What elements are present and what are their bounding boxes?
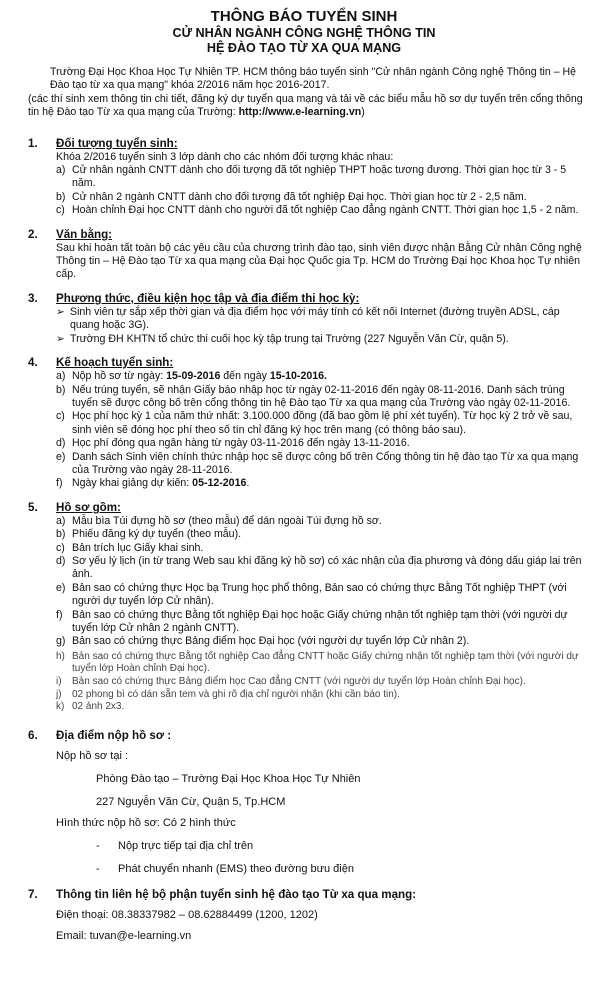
- section-title: Văn bằng:: [56, 227, 113, 241]
- list-item: h) Bản sao có chứng thực Bằng tốt nghiệp Cao đẳng CNTT hoặc Giấy chứng nhận tốt nghiệp tạm thời (với người dự tuyển lớp Hoàn chỉnh Đại học).: [56, 650, 579, 675]
- section-documents: [22, 500, 586, 714]
- section-number: 5.: [28, 500, 38, 514]
- section-number: 7.: [28, 887, 38, 901]
- section-title: Thông tin liên hệ bộ phận tuyển sinh hệ đào tạo Từ xa qua mạng:: [56, 887, 417, 901]
- section-title: Phương thức, điều kiện học tập và địa điểm thi học kỳ:: [56, 291, 360, 305]
- list-item: ➢ Trường ĐH KHTN tổ chức thi cuối học kỳ tập trung tại Trường (227 Nguyễn Văn Cừ, quận 5).: [56, 332, 509, 345]
- list-item: - Nộp trực tiếp tại địa chỉ trên: [96, 839, 254, 852]
- list-item: e) Danh sách Sinh viên chính thức nhập học sẽ được công bố trên Cổng thông tin hệ đào tạo Từ xa qua mạng của Trường vào ngày 28-11-2016.: [56, 450, 579, 476]
- list-item: ➢ Sinh viên tự sắp xếp thời gian và địa điểm học với máy tính có kết nối Internet (đường truyền ADSL, cáp quang hoặc 3G).: [56, 305, 560, 332]
- list-item: e) Bản sao có chứng thực Học bạ Trung học phổ thông, Bản sao có chứng thực Bằng Tốt nghiệp THPT (với người dự tuyển lớp Cử nhân).: [56, 581, 567, 608]
- list-item: a) Mẫu bìa Túi đựng hồ sơ (theo mẫu) để dán ngoài Túi đựng hồ sơ.: [56, 514, 382, 527]
- list-item: j) 02 phong bì có dán sẵn tem và ghi rõ địa chỉ người nhận (khi cần báo tin).: [56, 688, 400, 700]
- section-title: Địa điểm nộp hồ sơ :: [56, 728, 172, 742]
- list-item: k) 02 ảnh 2x3.: [56, 701, 125, 713]
- intro: [28, 66, 586, 120]
- section-number: 3.: [28, 291, 38, 305]
- section-lead: Khóa 2/2016 tuyển sinh 3 lớp dành cho các nhóm đối tượng khác nhau:: [56, 150, 394, 163]
- intro-note-text: (các thí sinh xem thông tin chi tiết, đăng ký dự tuyển qua mạng và tải về các biểu mẫu hồ sơ dự tuyển trên cổng thông tin hệ Đào tạo Từ xa qua mạng của Trường:: [28, 92, 583, 119]
- section-title: Hồ sơ gồm:: [56, 500, 121, 514]
- list-item: d) Sơ yếu lý lịch (in từ trang Web sau khi đăng ký hồ sơ) có xác nhận của địa phương và đóng dấu giáp lai trên ảnh.: [56, 554, 582, 581]
- section-title: Kế hoạch tuyển sinh:: [56, 356, 174, 370]
- page-subtitle-2: HỆ ĐÀO TẠO TỪ XA QUA MẠNG: [206, 41, 402, 55]
- section-text: Sau khi hoàn tất toàn bộ các yêu cầu của chương trình đào tạo, sinh viên được nhận Bằng Cử nhân Công nghệ Thông tin – Hệ Đào tạo Từ xa qua mạng của Đại học Quốc gia Tp. HCM do Trường Đại học Khoa học Tự nhiên cấp.: [56, 241, 582, 281]
- list-item: c) Bản trích lục Giấy khai sinh.: [56, 541, 204, 554]
- arrow-bullet-icon: ➢: [56, 305, 65, 318]
- section-admission-plan: [22, 355, 586, 491]
- list-item: a) Nộp hồ sơ từ ngày: 15-09-2016 đến ngày 15-10-2016.: [56, 370, 327, 383]
- section-title: Đối tượng tuyển sinh:: [56, 136, 178, 150]
- arrow-bullet-icon: ➢: [56, 332, 65, 345]
- list-item: g) Bản sao có chứng thực Bảng điểm học Đại học (với người dự tuyển lớp Cử nhân 2).: [56, 635, 470, 648]
- contact-phone: Điện thoại: 08.38337982 – 08.62884499 (1200, 1202): [56, 908, 318, 921]
- list-item: a) Cử nhân ngành CNTT dành cho đối tượng đã tốt nghiệp THPT hoặc tương đương. Thời gian học từ 3 - 5 năm.: [56, 164, 567, 190]
- list-item: b) Nếu trúng tuyển, sẽ nhận Giấy báo nhập học từ ngày 02-11-2016 đến ngày 08-11-2016. Danh sách trúng tuyển sẽ được công bố trên cổng thông tin hệ Đào tạo Từ xa qua mạng của Trường vào ngày 02-11-2016.: [56, 383, 571, 409]
- website-link[interactable]: http://www.e-learning.vn: [238, 106, 362, 119]
- address-line-2: 227 Nguyễn Văn Cừ, Quận 5, Tp.HCM: [96, 795, 286, 808]
- list-item: f) Bản sao có chứng thực Bằng tốt nghiệp Đại học hoặc Giấy chứng nhận tốt nghiệp tạm thời (với người dự tuyển lớp Cử nhân 2 ngành CNTT).: [56, 608, 568, 634]
- method-label: Hình thức nộp hồ sơ: Có 2 hình thức: [56, 816, 236, 829]
- section-submission-place: [22, 728, 586, 877]
- list-item: c) Hoàn chỉnh Đại học CNTT dành cho người đã tốt nghiệp Cao đẳng ngành CNTT. Thời gian học 1,5 - 2 năm.: [56, 204, 579, 217]
- section-degree: [22, 227, 586, 282]
- list-item: i) Bản sao có chứng thực Bảng điểm học Cao đẳng CNTT (với người dự tuyển lớp Hoàn chỉnh Đại học).: [56, 676, 526, 687]
- page-subtitle: CỬ NHÂN NGÀNH CÔNG NGHỆ THÔNG TIN: [172, 26, 436, 40]
- list-item: f) Ngày khai giảng dự kiến: 05-12-2016.: [56, 477, 250, 490]
- submission-label: Nộp hồ sơ tại :: [56, 749, 129, 762]
- page-title: THÔNG BÁO TUYỂN SINH: [210, 8, 398, 25]
- list-item: c) Học phí học kỳ 1 của năm thứ nhất: 3.100.000 đồng (đã bao gồm lệ phí xét tuyển). Từ học kỳ 2 trở về sau, sinh viên sẽ đóng học phí theo số tín chỉ đăng ký học trên mạng (có thông báo sau).: [56, 410, 573, 436]
- section-number: 4.: [28, 356, 38, 370]
- list-item: d) Học phí đóng qua ngân hàng từ ngày 03-11-2016 đến ngày 13-11-2016.: [56, 437, 410, 450]
- address-line-1: Phòng Đào tạo – Trường Đại Học Khoa Học Tự Nhiên: [96, 772, 361, 785]
- list-item: - Phát chuyển nhanh (EMS) theo đường bưu điện: [96, 862, 354, 875]
- contact-email[interactable]: Email: tuvan@e-learning.vn: [56, 929, 192, 942]
- intro-note-end: ): [361, 106, 365, 119]
- list-item: b) Phiếu đăng ký dự tuyển (theo mẫu).: [56, 528, 242, 541]
- section-admission-target: [22, 136, 586, 218]
- intro-note: [28, 93, 586, 120]
- section-study-method: [22, 291, 586, 346]
- section-number: 1.: [28, 136, 38, 150]
- intro-paragraph: Trường Đại Học Khoa Học Tự Nhiên TP. HCM thông báo tuyển sinh "Cử nhân ngành Công nghệ Thông tin – Hệ Đào tạo từ xa qua mạng" khóa 2/2016 năm học 2016-2017.: [50, 66, 577, 92]
- section-number: 6.: [28, 728, 38, 742]
- list-item: b) Cử nhân 2 ngành CNTT dành cho đối tượng đã tốt nghiệp Đại học. Thời gian học từ 2 - 2,5 năm.: [56, 190, 527, 203]
- section-number: 2.: [28, 227, 38, 241]
- section-contact: [22, 887, 586, 944]
